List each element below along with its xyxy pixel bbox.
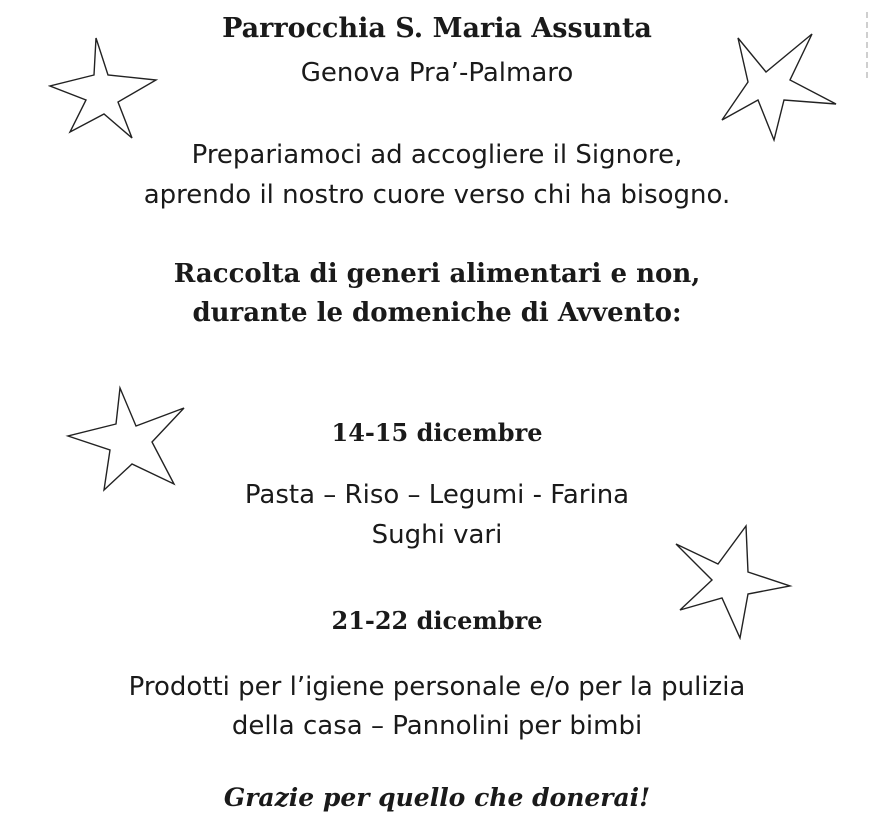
parish-location: Genova Pra’-Palmaro bbox=[300, 58, 574, 88]
collection-line-2: durante le domeniche di Avvento: bbox=[192, 298, 682, 328]
week-1-date: 14-15 dicembre bbox=[331, 418, 543, 447]
parish-name: Parrocchia S. Maria Assunta bbox=[222, 13, 652, 44]
week-2-date: 21-22 dicembre bbox=[331, 606, 543, 635]
week-2-items-line-2: della casa – Pannolini per bimbi bbox=[231, 711, 643, 741]
collection-line-1: Raccolta di generi alimentari e non, bbox=[173, 259, 701, 289]
intro-line-1: Prepariamoci ad accogliere il Signore, bbox=[191, 140, 683, 170]
intro-line-2: aprendo il nostro cuore verso chi ha bisogno. bbox=[143, 180, 731, 210]
week-1-items-line-1: Pasta – Riso – Legumi - Farina bbox=[244, 480, 630, 510]
closing-thanks: Grazie per quello che donerai! bbox=[223, 783, 651, 812]
week-2-items-line-1: Prodotti per l’igiene personale e/o per la pulizia bbox=[128, 672, 746, 702]
week-1-items-line-2: Sughi vari bbox=[371, 520, 503, 550]
